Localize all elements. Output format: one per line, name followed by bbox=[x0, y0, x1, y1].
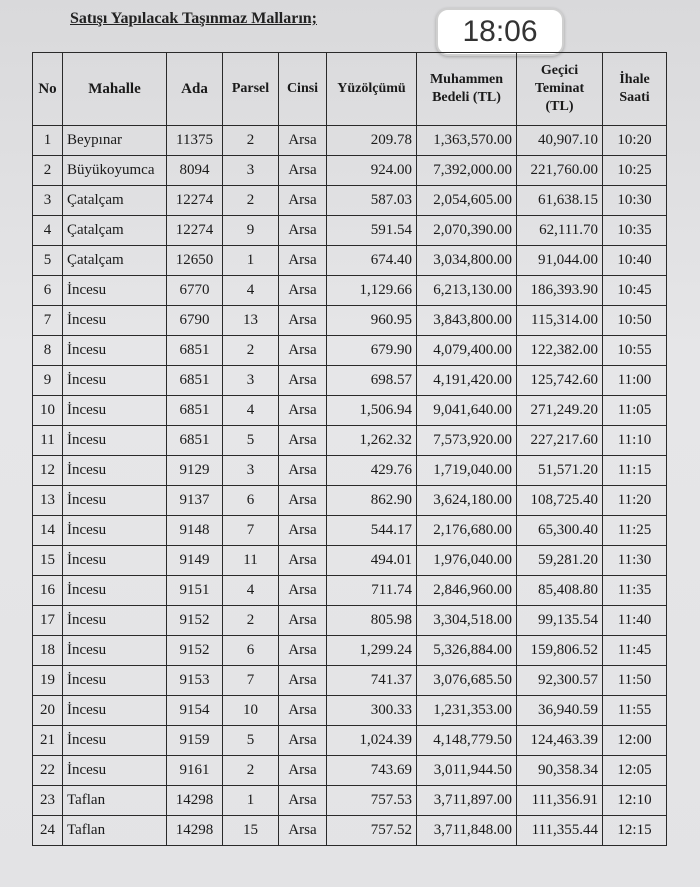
cell-ada: 6851 bbox=[167, 336, 223, 366]
cell-gecici-teminat: 36,940.59 bbox=[517, 696, 603, 726]
cell-ada: 6770 bbox=[167, 276, 223, 306]
cell-parsel: 2 bbox=[223, 186, 279, 216]
cell-mahalle: Çatalçam bbox=[63, 246, 167, 276]
cell-ada: 9159 bbox=[167, 726, 223, 756]
cell-muhammen-bedeli: 2,070,390.00 bbox=[417, 216, 517, 246]
cell-gecici-teminat: 111,355.44 bbox=[517, 816, 603, 846]
cell-cinsi: Arsa bbox=[279, 186, 327, 216]
cell-mahalle: İncesu bbox=[63, 426, 167, 456]
table-row bbox=[33, 396, 667, 426]
cell-ihale-saati: 10:40 bbox=[603, 246, 667, 276]
cell-mahalle: Taflan bbox=[63, 786, 167, 816]
cell-muhammen-bedeli: 9,041,640.00 bbox=[417, 396, 517, 426]
cell-parsel: 7 bbox=[223, 666, 279, 696]
cell-ada: 6790 bbox=[167, 306, 223, 336]
cell-ada: 12274 bbox=[167, 216, 223, 246]
cell-ada: 12274 bbox=[167, 186, 223, 216]
cell-no: 14 bbox=[33, 516, 63, 546]
cell-no: 2 bbox=[33, 156, 63, 186]
cell-no: 18 bbox=[33, 636, 63, 666]
table-row bbox=[33, 456, 667, 486]
header-ihale-saati bbox=[603, 53, 667, 126]
header-cinsi: Cinsi bbox=[279, 53, 327, 126]
table-header-row bbox=[33, 53, 667, 126]
time-badge: 18:06 bbox=[436, 8, 564, 56]
cell-ada: 9161 bbox=[167, 756, 223, 786]
cell-gecici-teminat: 159,806.52 bbox=[517, 636, 603, 666]
cell-cinsi: Arsa bbox=[279, 216, 327, 246]
cell-parsel: 2 bbox=[223, 126, 279, 156]
cell-ihale-saati: 11:15 bbox=[603, 456, 667, 486]
cell-ihale-saati: 12:15 bbox=[603, 816, 667, 846]
cell-no: 8 bbox=[33, 336, 63, 366]
cell-ihale-saati: 10:25 bbox=[603, 156, 667, 186]
header-yuzolcumu: Yüzölçümü bbox=[327, 53, 417, 126]
cell-parsel: 10 bbox=[223, 696, 279, 726]
page-title: Satışı Yapılacak Taşınmaz Malların; bbox=[70, 10, 317, 27]
cell-no: 16 bbox=[33, 576, 63, 606]
cell-no: 12 bbox=[33, 456, 63, 486]
table-row bbox=[33, 156, 667, 186]
cell-mahalle: İncesu bbox=[63, 696, 167, 726]
cell-mahalle: İncesu bbox=[63, 546, 167, 576]
cell-yuzolcumu: 924.00 bbox=[327, 156, 417, 186]
cell-yuzolcumu: 711.74 bbox=[327, 576, 417, 606]
cell-gecici-teminat: 271,249.20 bbox=[517, 396, 603, 426]
cell-yuzolcumu: 209.78 bbox=[327, 126, 417, 156]
table-row bbox=[33, 546, 667, 576]
property-table bbox=[32, 52, 667, 846]
cell-ihale-saati: 12:05 bbox=[603, 756, 667, 786]
cell-parsel: 4 bbox=[223, 396, 279, 426]
cell-no: 17 bbox=[33, 606, 63, 636]
cell-ihale-saati: 11:45 bbox=[603, 636, 667, 666]
cell-yuzolcumu: 1,299.24 bbox=[327, 636, 417, 666]
cell-gecici-teminat: 124,463.39 bbox=[517, 726, 603, 756]
cell-yuzolcumu: 757.53 bbox=[327, 786, 417, 816]
cell-muhammen-bedeli: 1,363,570.00 bbox=[417, 126, 517, 156]
cell-ada: 11375 bbox=[167, 126, 223, 156]
cell-cinsi: Arsa bbox=[279, 696, 327, 726]
cell-yuzolcumu: 300.33 bbox=[327, 696, 417, 726]
cell-cinsi: Arsa bbox=[279, 786, 327, 816]
table-row bbox=[33, 666, 667, 696]
cell-ada: 9148 bbox=[167, 516, 223, 546]
table-row bbox=[33, 336, 667, 366]
cell-ihale-saati: 10:35 bbox=[603, 216, 667, 246]
cell-mahalle: İncesu bbox=[63, 366, 167, 396]
table-row bbox=[33, 126, 667, 156]
cell-yuzolcumu: 429.76 bbox=[327, 456, 417, 486]
cell-cinsi: Arsa bbox=[279, 276, 327, 306]
cell-gecici-teminat: 40,907.10 bbox=[517, 126, 603, 156]
cell-no: 5 bbox=[33, 246, 63, 276]
cell-parsel: 6 bbox=[223, 636, 279, 666]
cell-gecici-teminat: 65,300.40 bbox=[517, 516, 603, 546]
cell-muhammen-bedeli: 1,976,040.00 bbox=[417, 546, 517, 576]
cell-ihale-saati: 10:30 bbox=[603, 186, 667, 216]
cell-no: 1 bbox=[33, 126, 63, 156]
cell-cinsi: Arsa bbox=[279, 636, 327, 666]
cell-cinsi: Arsa bbox=[279, 576, 327, 606]
table-row bbox=[33, 276, 667, 306]
cell-yuzolcumu: 1,262.32 bbox=[327, 426, 417, 456]
cell-cinsi: Arsa bbox=[279, 606, 327, 636]
cell-mahalle: İncesu bbox=[63, 276, 167, 306]
cell-parsel: 5 bbox=[223, 726, 279, 756]
cell-gecici-teminat: 99,135.54 bbox=[517, 606, 603, 636]
cell-parsel: 4 bbox=[223, 576, 279, 606]
cell-mahalle: İncesu bbox=[63, 486, 167, 516]
header-no: No bbox=[33, 53, 63, 126]
cell-muhammen-bedeli: 5,326,884.00 bbox=[417, 636, 517, 666]
cell-gecici-teminat: 51,571.20 bbox=[517, 456, 603, 486]
cell-parsel: 2 bbox=[223, 606, 279, 636]
cell-ihale-saati: 11:00 bbox=[603, 366, 667, 396]
cell-parsel: 15 bbox=[223, 816, 279, 846]
cell-ihale-saati: 11:20 bbox=[603, 486, 667, 516]
cell-ada: 14298 bbox=[167, 816, 223, 846]
cell-gecici-teminat: 91,044.00 bbox=[517, 246, 603, 276]
cell-gecici-teminat: 92,300.57 bbox=[517, 666, 603, 696]
cell-mahalle: İncesu bbox=[63, 456, 167, 486]
cell-yuzolcumu: 1,129.66 bbox=[327, 276, 417, 306]
cell-no: 20 bbox=[33, 696, 63, 726]
header-gecici-line3: (TL) bbox=[545, 99, 574, 114]
cell-muhammen-bedeli: 2,176,680.00 bbox=[417, 516, 517, 546]
cell-gecici-teminat: 125,742.60 bbox=[517, 366, 603, 396]
header-muhammen-line2: Bedeli (TL) bbox=[432, 90, 501, 105]
cell-muhammen-bedeli: 2,846,960.00 bbox=[417, 576, 517, 606]
cell-ihale-saati: 10:20 bbox=[603, 126, 667, 156]
cell-no: 15 bbox=[33, 546, 63, 576]
cell-cinsi: Arsa bbox=[279, 126, 327, 156]
cell-cinsi: Arsa bbox=[279, 726, 327, 756]
cell-ihale-saati: 12:00 bbox=[603, 726, 667, 756]
cell-muhammen-bedeli: 3,624,180.00 bbox=[417, 486, 517, 516]
cell-ada: 8094 bbox=[167, 156, 223, 186]
table-row bbox=[33, 306, 667, 336]
cell-no: 3 bbox=[33, 186, 63, 216]
cell-yuzolcumu: 741.37 bbox=[327, 666, 417, 696]
cell-gecici-teminat: 221,760.00 bbox=[517, 156, 603, 186]
cell-yuzolcumu: 960.95 bbox=[327, 306, 417, 336]
cell-ada: 9149 bbox=[167, 546, 223, 576]
cell-gecici-teminat: 111,356.91 bbox=[517, 786, 603, 816]
cell-mahalle: İncesu bbox=[63, 396, 167, 426]
cell-ihale-saati: 11:30 bbox=[603, 546, 667, 576]
table-row bbox=[33, 576, 667, 606]
cell-mahalle: İncesu bbox=[63, 636, 167, 666]
cell-gecici-teminat: 90,358.34 bbox=[517, 756, 603, 786]
cell-muhammen-bedeli: 3,711,897.00 bbox=[417, 786, 517, 816]
cell-ihale-saati: 11:55 bbox=[603, 696, 667, 726]
cell-parsel: 2 bbox=[223, 336, 279, 366]
cell-parsel: 3 bbox=[223, 366, 279, 396]
table-row bbox=[33, 516, 667, 546]
cell-parsel: 9 bbox=[223, 216, 279, 246]
cell-cinsi: Arsa bbox=[279, 756, 327, 786]
table-row bbox=[33, 606, 667, 636]
cell-muhammen-bedeli: 3,011,944.50 bbox=[417, 756, 517, 786]
cell-parsel: 1 bbox=[223, 786, 279, 816]
cell-no: 23 bbox=[33, 786, 63, 816]
cell-ada: 12650 bbox=[167, 246, 223, 276]
cell-yuzolcumu: 587.03 bbox=[327, 186, 417, 216]
cell-ihale-saati: 11:05 bbox=[603, 396, 667, 426]
table-row bbox=[33, 366, 667, 396]
cell-mahalle: Çatalçam bbox=[63, 186, 167, 216]
cell-mahalle: İncesu bbox=[63, 726, 167, 756]
cell-ada: 9154 bbox=[167, 696, 223, 726]
cell-mahalle: İncesu bbox=[63, 306, 167, 336]
cell-yuzolcumu: 679.90 bbox=[327, 336, 417, 366]
cell-yuzolcumu: 494.01 bbox=[327, 546, 417, 576]
cell-ihale-saati: 12:10 bbox=[603, 786, 667, 816]
cell-ihale-saati: 11:10 bbox=[603, 426, 667, 456]
cell-yuzolcumu: 1,024.39 bbox=[327, 726, 417, 756]
cell-parsel: 4 bbox=[223, 276, 279, 306]
cell-cinsi: Arsa bbox=[279, 666, 327, 696]
cell-mahalle: İncesu bbox=[63, 516, 167, 546]
cell-no: 6 bbox=[33, 276, 63, 306]
cell-ihale-saati: 11:35 bbox=[603, 576, 667, 606]
table-row bbox=[33, 696, 667, 726]
cell-cinsi: Arsa bbox=[279, 516, 327, 546]
cell-yuzolcumu: 544.17 bbox=[327, 516, 417, 546]
cell-muhammen-bedeli: 4,191,420.00 bbox=[417, 366, 517, 396]
cell-muhammen-bedeli: 3,304,518.00 bbox=[417, 606, 517, 636]
cell-yuzolcumu: 591.54 bbox=[327, 216, 417, 246]
cell-no: 9 bbox=[33, 366, 63, 396]
header-gecici-teminat bbox=[517, 53, 603, 126]
cell-yuzolcumu: 805.98 bbox=[327, 606, 417, 636]
cell-muhammen-bedeli: 4,079,400.00 bbox=[417, 336, 517, 366]
cell-ada: 9153 bbox=[167, 666, 223, 696]
cell-gecici-teminat: 122,382.00 bbox=[517, 336, 603, 366]
header-ada: Ada bbox=[167, 53, 223, 126]
cell-no: 22 bbox=[33, 756, 63, 786]
cell-cinsi: Arsa bbox=[279, 816, 327, 846]
cell-mahalle: Taflan bbox=[63, 816, 167, 846]
cell-muhammen-bedeli: 2,054,605.00 bbox=[417, 186, 517, 216]
cell-mahalle: İncesu bbox=[63, 606, 167, 636]
cell-ada: 6851 bbox=[167, 426, 223, 456]
cell-gecici-teminat: 227,217.60 bbox=[517, 426, 603, 456]
cell-cinsi: Arsa bbox=[279, 156, 327, 186]
cell-ihale-saati: 11:50 bbox=[603, 666, 667, 696]
header-parsel: Parsel bbox=[223, 53, 279, 126]
cell-yuzolcumu: 698.57 bbox=[327, 366, 417, 396]
cell-muhammen-bedeli: 3,711,848.00 bbox=[417, 816, 517, 846]
cell-cinsi: Arsa bbox=[279, 456, 327, 486]
header-gecici-line2: Teminat bbox=[534, 81, 585, 96]
cell-ada: 9137 bbox=[167, 486, 223, 516]
table-row bbox=[33, 216, 667, 246]
cell-parsel: 7 bbox=[223, 516, 279, 546]
cell-mahalle: Beypınar bbox=[63, 126, 167, 156]
cell-ihale-saati: 10:50 bbox=[603, 306, 667, 336]
cell-mahalle: Büyükoyumca bbox=[63, 156, 167, 186]
cell-mahalle: İncesu bbox=[63, 666, 167, 696]
cell-parsel: 11 bbox=[223, 546, 279, 576]
table-row bbox=[33, 726, 667, 756]
table-row bbox=[33, 186, 667, 216]
cell-muhammen-bedeli: 4,148,779.50 bbox=[417, 726, 517, 756]
cell-no: 24 bbox=[33, 816, 63, 846]
cell-no: 13 bbox=[33, 486, 63, 516]
cell-muhammen-bedeli: 1,719,040.00 bbox=[417, 456, 517, 486]
table-row bbox=[33, 246, 667, 276]
cell-gecici-teminat: 61,638.15 bbox=[517, 186, 603, 216]
cell-ada: 9152 bbox=[167, 636, 223, 666]
cell-ada: 9151 bbox=[167, 576, 223, 606]
cell-parsel: 3 bbox=[223, 156, 279, 186]
cell-ihale-saati: 11:40 bbox=[603, 606, 667, 636]
cell-cinsi: Arsa bbox=[279, 306, 327, 336]
header-muhammen-bedeli bbox=[417, 53, 517, 126]
cell-mahalle: İncesu bbox=[63, 336, 167, 366]
header-ihale-line2: Saati bbox=[619, 90, 650, 105]
cell-gecici-teminat: 115,314.00 bbox=[517, 306, 603, 336]
header-gecici-line1: Geçici bbox=[540, 63, 579, 78]
header-mahalle: Mahalle bbox=[63, 53, 167, 126]
table-row bbox=[33, 426, 667, 456]
cell-ada: 9129 bbox=[167, 456, 223, 486]
cell-cinsi: Arsa bbox=[279, 246, 327, 276]
cell-no: 4 bbox=[33, 216, 63, 246]
cell-muhammen-bedeli: 7,573,920.00 bbox=[417, 426, 517, 456]
cell-no: 11 bbox=[33, 426, 63, 456]
cell-ada: 14298 bbox=[167, 786, 223, 816]
cell-muhammen-bedeli: 3,034,800.00 bbox=[417, 246, 517, 276]
header-ihale-line1: İhale bbox=[619, 72, 650, 87]
cell-parsel: 6 bbox=[223, 486, 279, 516]
cell-ihale-saati: 10:55 bbox=[603, 336, 667, 366]
table-row bbox=[33, 756, 667, 786]
cell-parsel: 1 bbox=[223, 246, 279, 276]
cell-mahalle: İncesu bbox=[63, 576, 167, 606]
cell-gecici-teminat: 186,393.90 bbox=[517, 276, 603, 306]
cell-no: 21 bbox=[33, 726, 63, 756]
cell-cinsi: Arsa bbox=[279, 486, 327, 516]
cell-cinsi: Arsa bbox=[279, 426, 327, 456]
cell-ihale-saati: 10:45 bbox=[603, 276, 667, 306]
cell-ihale-saati: 11:25 bbox=[603, 516, 667, 546]
cell-gecici-teminat: 62,111.70 bbox=[517, 216, 603, 246]
cell-muhammen-bedeli: 1,231,353.00 bbox=[417, 696, 517, 726]
cell-no: 7 bbox=[33, 306, 63, 336]
cell-parsel: 5 bbox=[223, 426, 279, 456]
table-row bbox=[33, 816, 667, 846]
cell-parsel: 3 bbox=[223, 456, 279, 486]
cell-yuzolcumu: 674.40 bbox=[327, 246, 417, 276]
cell-gecici-teminat: 85,408.80 bbox=[517, 576, 603, 606]
table-row bbox=[33, 636, 667, 666]
cell-no: 19 bbox=[33, 666, 63, 696]
cell-parsel: 13 bbox=[223, 306, 279, 336]
cell-ada: 6851 bbox=[167, 396, 223, 426]
cell-yuzolcumu: 757.52 bbox=[327, 816, 417, 846]
cell-mahalle: Çatalçam bbox=[63, 216, 167, 246]
cell-parsel: 2 bbox=[223, 756, 279, 786]
cell-cinsi: Arsa bbox=[279, 546, 327, 576]
cell-cinsi: Arsa bbox=[279, 366, 327, 396]
cell-yuzolcumu: 1,506.94 bbox=[327, 396, 417, 426]
cell-muhammen-bedeli: 3,843,800.00 bbox=[417, 306, 517, 336]
cell-cinsi: Arsa bbox=[279, 336, 327, 366]
cell-gecici-teminat: 108,725.40 bbox=[517, 486, 603, 516]
cell-no: 10 bbox=[33, 396, 63, 426]
cell-yuzolcumu: 862.90 bbox=[327, 486, 417, 516]
table-row bbox=[33, 486, 667, 516]
cell-ada: 9152 bbox=[167, 606, 223, 636]
cell-yuzolcumu: 743.69 bbox=[327, 756, 417, 786]
cell-ada: 6851 bbox=[167, 366, 223, 396]
cell-mahalle: İncesu bbox=[63, 756, 167, 786]
cell-muhammen-bedeli: 3,076,685.50 bbox=[417, 666, 517, 696]
table-row bbox=[33, 786, 667, 816]
cell-gecici-teminat: 59,281.20 bbox=[517, 546, 603, 576]
header-muhammen-line1: Muhammen bbox=[429, 72, 504, 87]
cell-muhammen-bedeli: 7,392,000.00 bbox=[417, 156, 517, 186]
cell-muhammen-bedeli: 6,213,130.00 bbox=[417, 276, 517, 306]
cell-cinsi: Arsa bbox=[279, 396, 327, 426]
